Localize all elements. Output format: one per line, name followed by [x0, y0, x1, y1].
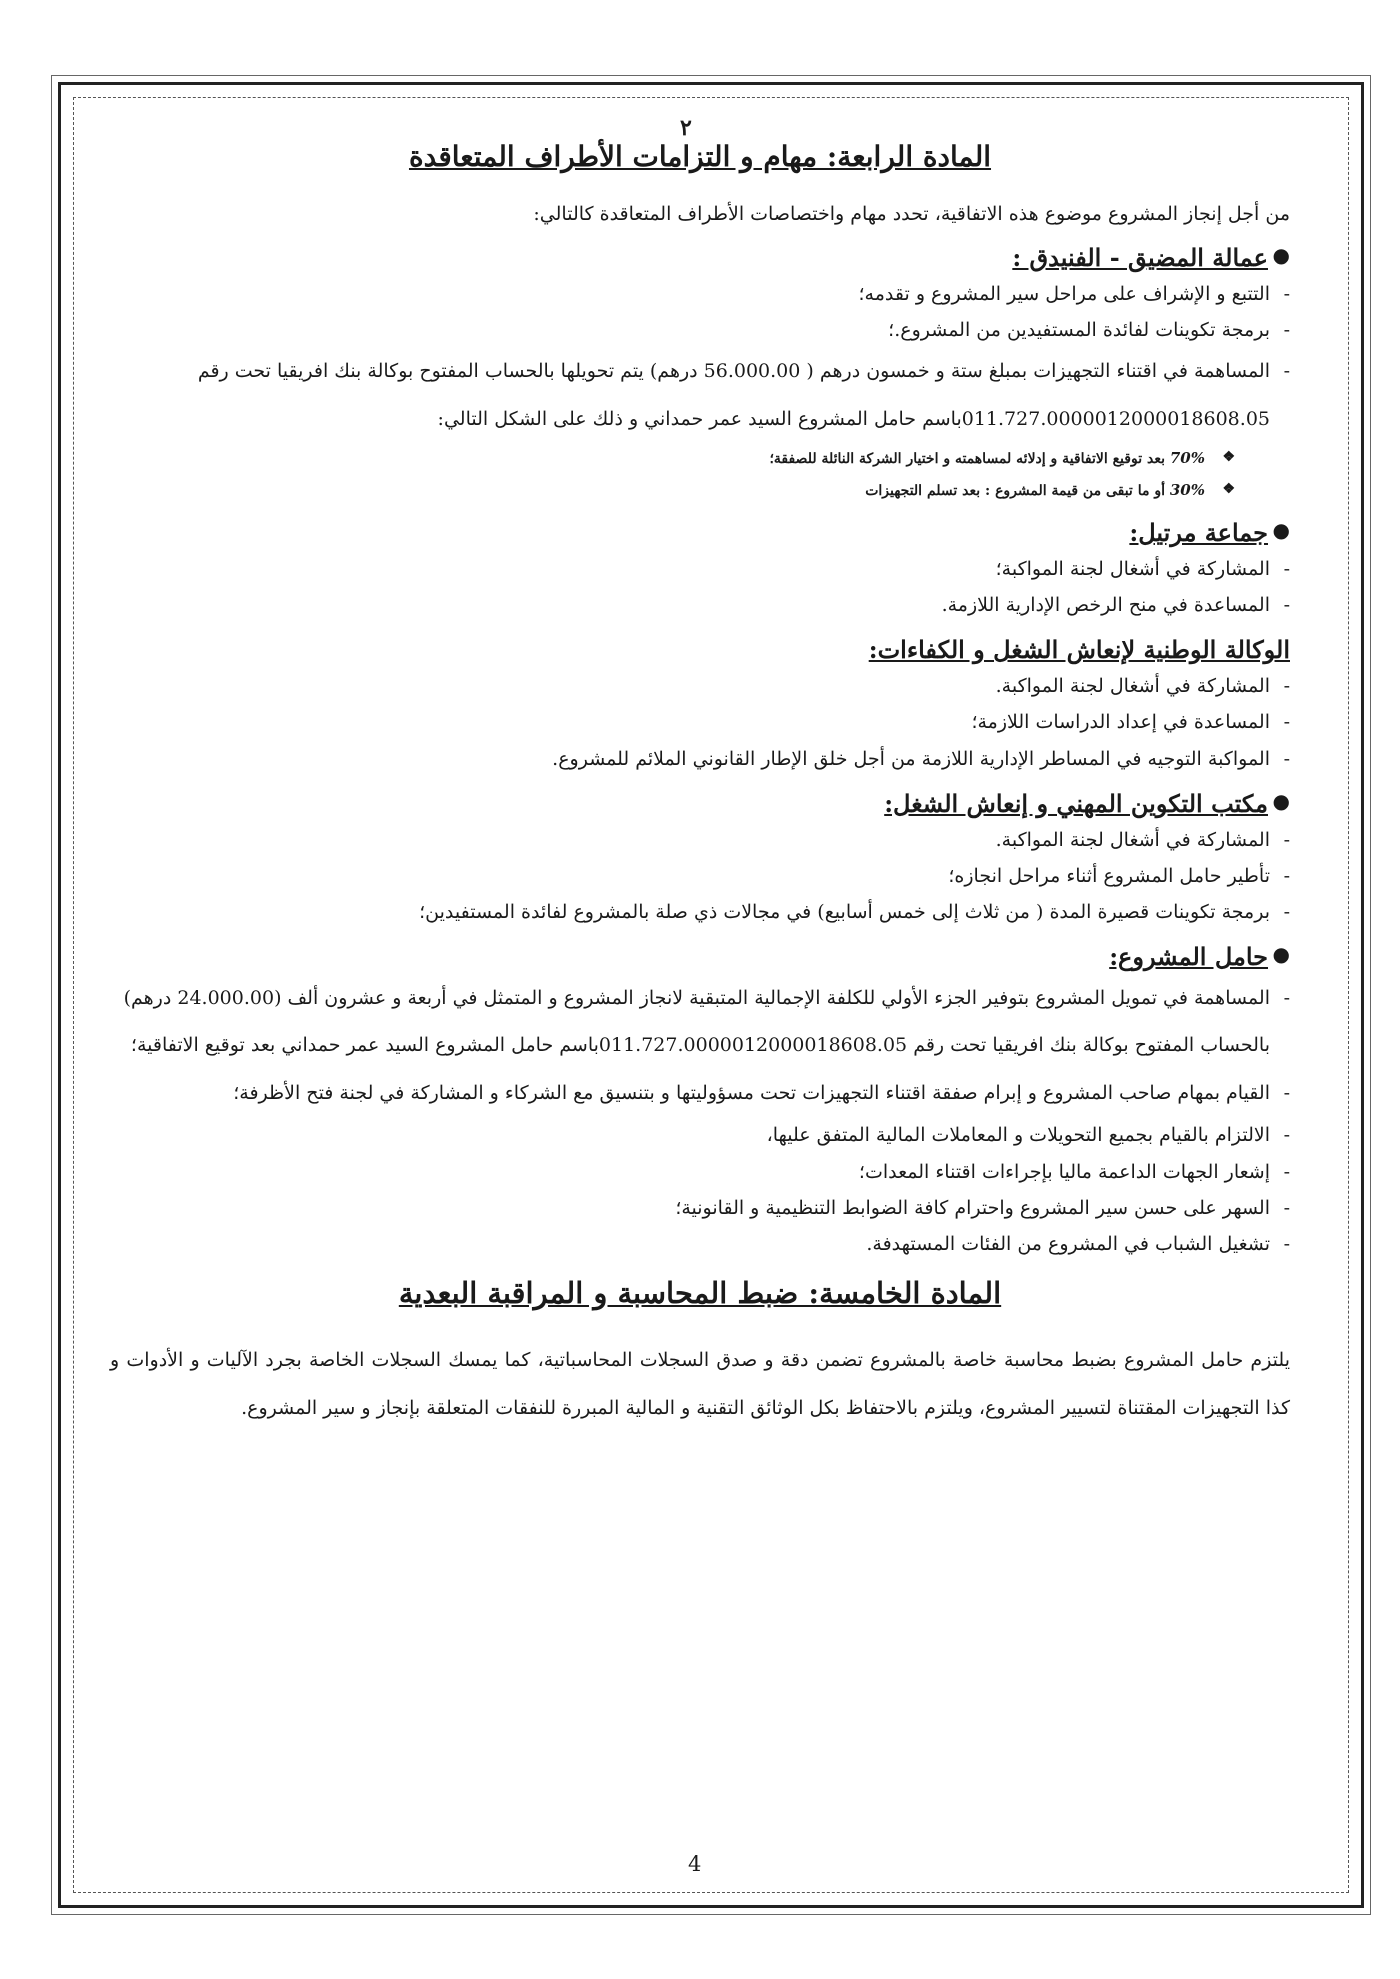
- party-heading-project-holder: [110, 942, 1290, 971]
- list-item: - المساهمة في اقتناء التجهيزات بمبلغ ستة و خمسون درهم ( 56.000.00 درهم) يتم تحويلها بالحساب المفتوح بوكالة بنك افريقيا تحت رقم 011.727.0000012000018608.05باسم حامل المشروع السيد عمر حمداني و ذلك على الشكل التالي:: [197, 360, 1290, 430]
- list-item: - تشغيل الشباب في المشروع من الفئات المستهدفة.: [866, 1232, 1290, 1255]
- party-name: مكتب التكوين المهني و إنعاش الشغل:: [884, 788, 1268, 818]
- party-name: الوكالة الوطنية لإنعاش الشغل و الكفاءات:: [868, 635, 1290, 665]
- tranche-percent: 70%: [1169, 449, 1205, 468]
- list-item: - إشعار الجهات الداعمة ماليا بإجراءات اقتناء المعدات؛: [858, 1160, 1290, 1183]
- list-item: - تأطير حامل المشروع أثناء مراحل انجازه؛: [948, 864, 1290, 887]
- party-heading-prefecture: [110, 243, 1290, 272]
- payment-tranche: [110, 475, 1290, 507]
- document-body: [110, 100, 1290, 1880]
- diamond-bullet-icon: ❖: [1222, 449, 1235, 466]
- list-item: - السهر على حسن سير المشروع واحترام كافة الضوابط التنظيمية و القانونية؛: [675, 1196, 1290, 1219]
- list-item: - المساعدة في إعداد الدراسات اللازمة؛: [971, 711, 1290, 734]
- list-item: - المواكبة التوجيه في المساطر الإدارية اللازمة من أجل خلق الإطار القانوني الملائم للمشروع.: [552, 747, 1290, 770]
- party-name: عمالة المضيق - الفنيدق :: [1012, 243, 1268, 272]
- payment-tranche: [110, 443, 1290, 475]
- tranche-text: أو ما تبقى من قيمة المشروع : بعد تسلم التجهيزات: [865, 482, 1165, 499]
- article-4-title: المادة الرابعة: مهام و التزامات الأطراف المتعاقدة: [408, 140, 992, 173]
- list-item: - المشاركة في أشغال لجنة المواكبة.: [995, 675, 1290, 698]
- party-name: حامل المشروع:: [1109, 941, 1268, 971]
- diamond-bullet-icon: ❖: [1222, 480, 1235, 497]
- article-5-title: المادة الخامسة: ضبط المحاسبة و المراقبة البعدية: [398, 1275, 1002, 1310]
- list-item: - القيام بمهام صاحب المشروع و إبرام صفقة اقتناء التجهيزات تحت مسؤوليتها و بتنسيق مع الشركاء و المشاركة في لجنة فتح الأظرفة؛: [233, 1081, 1290, 1104]
- list-item: - المشاركة في أشغال لجنة المواكبة.: [995, 828, 1290, 851]
- list-item: - الالتزام بالقيام بجميع التحويلات و المعاملات المالية المتفق عليها،: [766, 1124, 1290, 1147]
- list-item: - برمجة تكوينات قصيرة المدة ( من ثلاث إلى خمس أسابيع) في مجالات ذي صلة بالمشروع لفائدة المستفيدين؛: [419, 900, 1290, 923]
- bullet-icon: ●: [1272, 243, 1290, 267]
- list-item: - المساعدة في منح الرخص الإدارية اللازمة.: [941, 594, 1290, 617]
- tranche-text: بعد توقيع الاتفاقية و إدلائه لمساهمته و اختيار الشركة النائلة للصفقة؛: [769, 451, 1165, 468]
- article-5-body: يلتزم حامل المشروع بضبط محاسبة خاصة بالمشروع تضمن دقة و صدق السجلات المحاسباتية، كما يمسك السجلات الخاصة بجرد الآليات و الأدوات و كذا التجهيزات المقتناة لتسيير المشروع، ويلتزم بالاحتفاظ بكل الوثائق التقنية و المالية المبررة للنفقات المتعلقة بإنجاز و سير المشروع.: [110, 1348, 1290, 1420]
- party-heading-anapec: [110, 635, 1290, 664]
- list-item: - المساهمة في تمويل المشروع بتوفير الجزء الأولي للكلفة الإجمالية المتبقية لانجاز المشروع و المتمثل في أربعة و عشرون ألف (24.000.00 درهم) بالحساب المفتوح بوكالة بنك افريقيا تحت رقم 011.727.0000012000018608.05باسم حامل المشروع السيد عمر حمداني بعد توقيع الاتفاقية؛: [123, 986, 1290, 1057]
- list-item: - برمجة تكوينات لفائدة المستفيدين من المشروع.؛: [888, 319, 1290, 342]
- list-item: - المشاركة في أشغال لجنة المواكبة؛: [995, 558, 1290, 581]
- article-4-intro: من أجل إنجاز المشروع موضوع هذه الاتفاقية، تحدد مهام واختصاصات الأطراف المتعاقدة كالتالي:: [533, 203, 1290, 225]
- list-item: - التتبع و الإشراف على مراحل سير المشروع و تقدمه؛: [858, 283, 1290, 305]
- party-heading-martil: [110, 518, 1290, 547]
- page-mark: ٢: [680, 115, 692, 141]
- party-heading-ofppt: [110, 789, 1290, 818]
- bullet-icon: ●: [1272, 518, 1290, 543]
- bullet-icon: ●: [1272, 788, 1290, 813]
- bullet-icon: ●: [1272, 941, 1290, 966]
- page-number: 4: [688, 1852, 702, 1876]
- party-name: جماعة مرتيل:: [1129, 518, 1268, 548]
- tranche-percent: 30%: [1169, 480, 1205, 499]
